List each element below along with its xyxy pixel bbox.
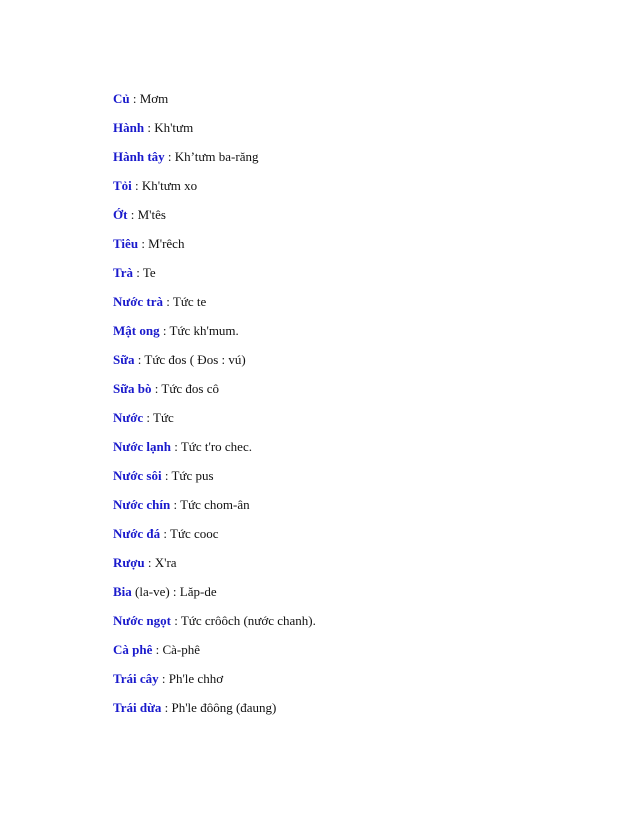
vocab-entry xyxy=(113,380,593,409)
vocab-entry xyxy=(113,641,593,670)
vocab-term: Trái dừa xyxy=(113,700,162,715)
vocab-term: Tỏi xyxy=(113,178,132,193)
vocab-entry xyxy=(113,496,593,525)
vocab-entry xyxy=(113,206,593,235)
vocab-term: Ớt xyxy=(113,207,128,222)
vocab-entry xyxy=(113,293,593,322)
vocab-entry xyxy=(113,554,593,583)
vocab-translation: : Te xyxy=(132,265,156,280)
vocab-term: Sữa xyxy=(113,352,135,367)
vocab-entry xyxy=(113,670,593,699)
vocab-term: Nước sôi xyxy=(113,468,162,483)
vocab-term: Rượu xyxy=(113,555,145,570)
vocab-translation: : Tức chom-ân xyxy=(170,497,250,512)
vocab-entry xyxy=(113,351,593,380)
vocab-term: Nước đá xyxy=(113,526,161,541)
vocab-translation: : M'rêch xyxy=(138,236,185,251)
vocab-translation: (la-ve) : Lăp-de xyxy=(131,584,217,599)
vocab-translation: : Ph'le đôông (đaung) xyxy=(161,700,277,715)
vocab-term: Cà phê xyxy=(113,642,153,657)
vocabulary-list xyxy=(113,90,593,728)
vocab-term: Hành xyxy=(113,120,145,135)
vocab-term: Nước ngọt xyxy=(113,613,171,628)
vocab-translation: : Kh'tưm xyxy=(144,120,194,135)
vocab-term: Trà xyxy=(113,265,133,280)
vocab-translation: : Cà-phê xyxy=(152,642,201,657)
vocab-term: Nước chín xyxy=(113,497,171,512)
vocab-entry xyxy=(113,264,593,293)
vocab-term: Nước xyxy=(113,410,144,425)
vocab-entry xyxy=(113,148,593,177)
vocab-translation: : X'ra xyxy=(144,555,177,570)
vocab-translation: : M'tês xyxy=(127,207,166,222)
vocab-term: Nước lạnh xyxy=(113,439,171,454)
vocab-entry xyxy=(113,438,593,467)
vocab-entry xyxy=(113,409,593,438)
vocab-translation: : Kh’tưm ba-răng xyxy=(164,149,259,164)
vocab-term: Mật ong xyxy=(113,323,160,338)
vocab-translation: : Tức crôôch (nước chanh). xyxy=(170,613,316,628)
vocab-entry xyxy=(113,322,593,351)
vocab-entry xyxy=(113,177,593,206)
vocab-entry xyxy=(113,699,593,728)
vocab-entry xyxy=(113,583,593,612)
vocab-term: Củ xyxy=(113,91,130,106)
vocab-term: Bia xyxy=(113,584,132,599)
vocab-entry xyxy=(113,119,593,148)
vocab-translation: : Tức xyxy=(143,410,174,425)
vocab-term: Trái cây xyxy=(113,671,159,686)
vocab-translation: : Tức cooc xyxy=(160,526,219,541)
vocab-entry xyxy=(113,612,593,641)
vocab-translation: : Tức đos cô xyxy=(151,381,219,396)
vocab-translation: : Tức t'ro chec. xyxy=(170,439,252,454)
vocab-entry xyxy=(113,525,593,554)
vocab-term: Sữa bò xyxy=(113,381,152,396)
vocab-translation: : Mơm xyxy=(129,91,169,106)
vocab-term: Hành tây xyxy=(113,149,165,164)
vocab-entry xyxy=(113,90,593,119)
vocab-translation: : Tức đos ( Đos : vú) xyxy=(134,352,246,367)
vocab-translation: : Kh'tưm xo xyxy=(131,178,198,193)
vocab-term: Tiêu xyxy=(113,236,139,251)
vocab-translation: : Tức pus xyxy=(161,468,214,483)
vocab-entry xyxy=(113,235,593,264)
vocab-translation: : Tức kh'mum. xyxy=(159,323,239,338)
vocab-term: Nước trà xyxy=(113,294,164,309)
vocab-entry xyxy=(113,467,593,496)
vocab-translation: : Tức te xyxy=(163,294,207,309)
vocab-translation: : Ph'le chhơ xyxy=(158,671,224,686)
